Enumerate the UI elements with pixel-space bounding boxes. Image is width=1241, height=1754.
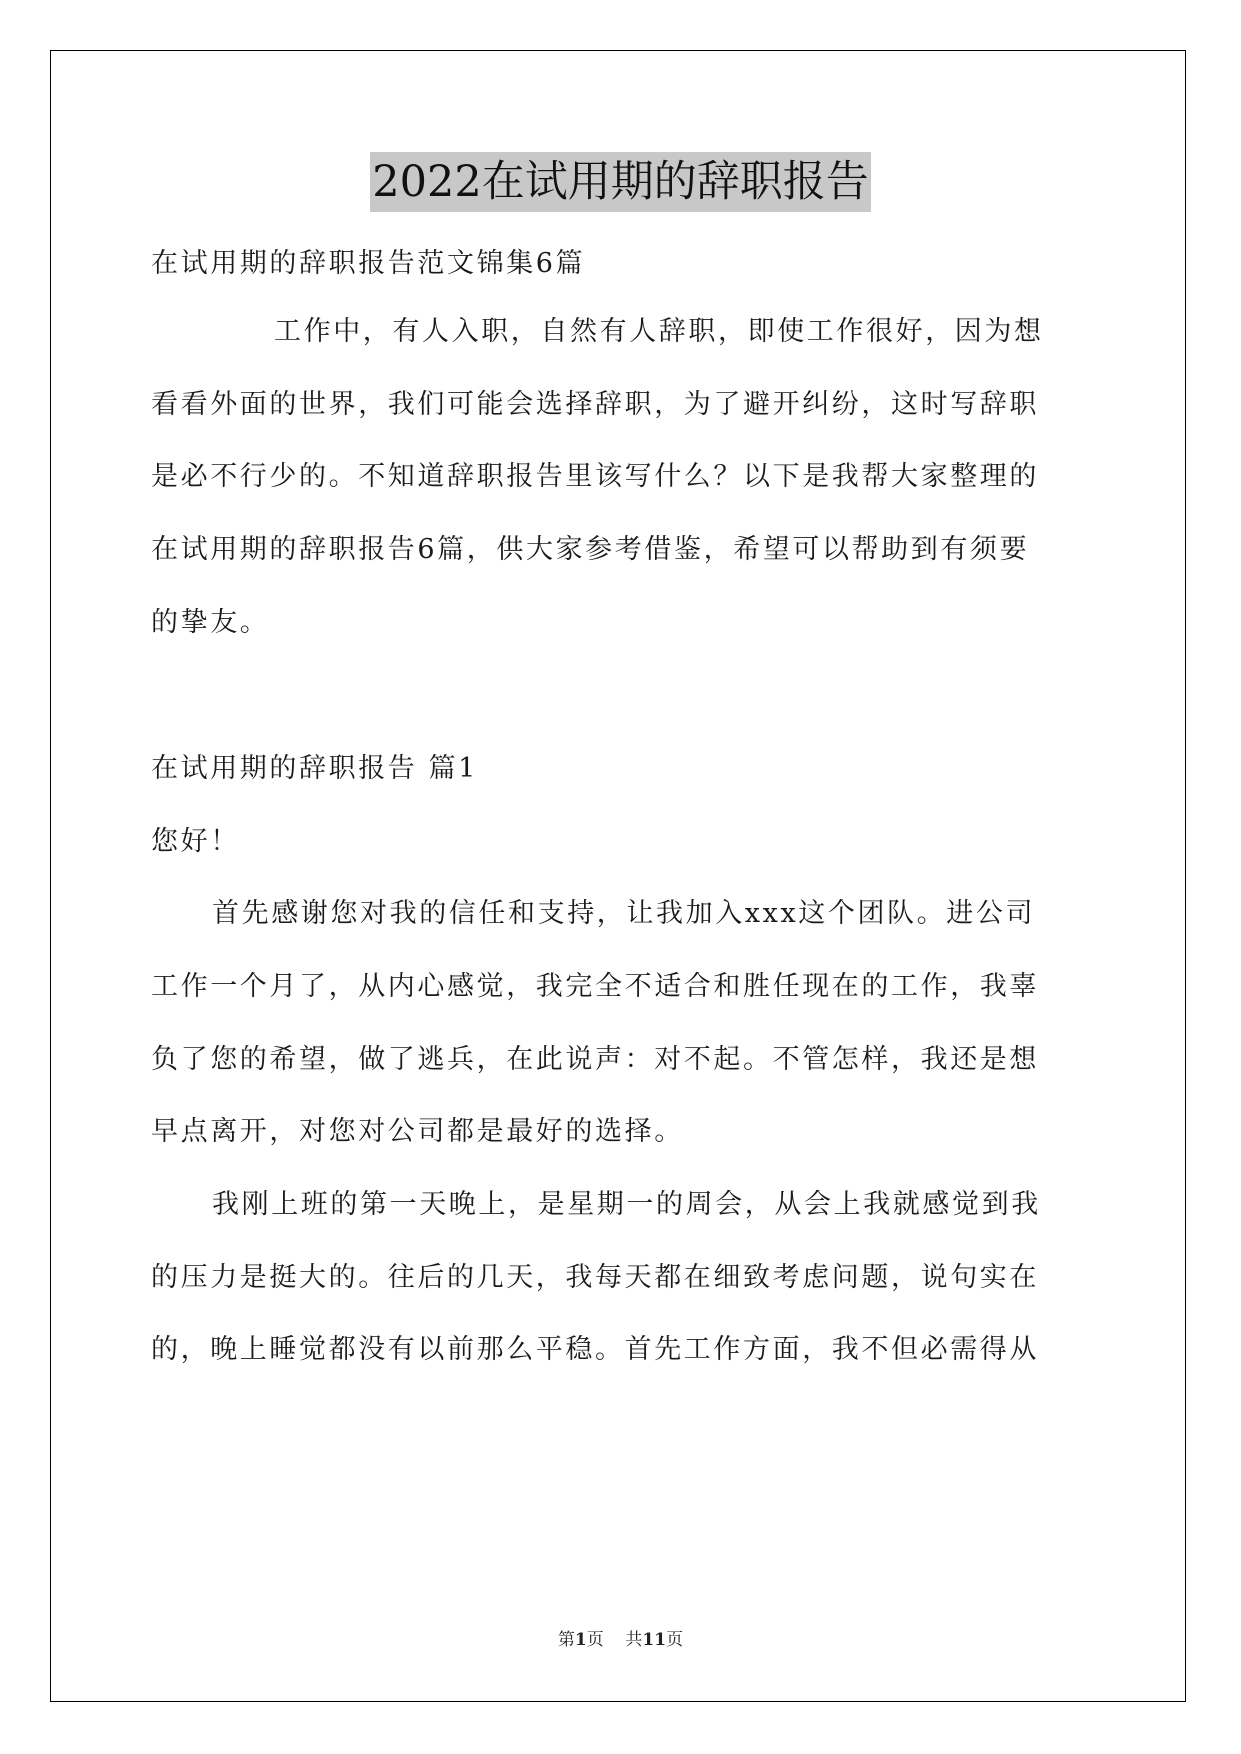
page-footer [0, 1628, 1241, 1652]
document-title: 2022在试用期的辞职报告 [370, 152, 870, 212]
footer-prefix: 第 [557, 1630, 575, 1650]
total-pages-number: 11 [642, 1630, 667, 1650]
footer-middle: 页 共 [586, 1630, 643, 1650]
paragraph-line: 看看外面的世界，我们可能会选择辞职，为了避开纠纷，这时写辞职 [151, 389, 1039, 420]
paragraph-line: 是必不行少的。不知道辞职报告里该写什么？以下是我帮大家整理的 [151, 461, 1039, 492]
paragraph-line: 早点离开，对您对公司都是最好的选择。 [151, 1116, 684, 1147]
paragraph-line: 的挚友。 [151, 607, 270, 638]
paragraph-line: 工作中，有人入职，自然有人辞职，即使工作很好，因为想 [274, 316, 1044, 347]
paragraph-line: 的，晚上睡觉都没有以前那么平稳。首先工作方面，我不但必需得从 [151, 1334, 1039, 1365]
paragraph-line: 首先感谢您对我的信任和支持，让我加入xxx这个团队。进公司 [212, 898, 1036, 929]
salutation: 您好！ [151, 826, 240, 857]
paragraph-line: 工作一个月了，从内心感觉，我完全不适合和胜任现在的工作，我辜 [151, 971, 1039, 1002]
paragraph-line: 负了您的希望，做了逃兵，在此说声：对不起。不管怎样，我还是想 [151, 1044, 1039, 1075]
subtitle-line: 在试用期的辞职报告范文锦集6篇 [151, 248, 586, 279]
current-page-number: 1 [574, 1630, 587, 1650]
section-heading: 在试用期的辞职报告 篇1 [151, 753, 478, 784]
title-container [0, 152, 1241, 212]
paragraph-line: 在试用期的辞职报告6篇，供大家参考借鉴，希望可以帮助到有须要 [151, 534, 1030, 565]
footer-suffix: 页 [666, 1630, 684, 1650]
paragraph-line: 我刚上班的第一天晚上，是星期一的周会，从会上我就感觉到我 [212, 1189, 1041, 1220]
page-border [50, 50, 1186, 1702]
paragraph-line: 的压力是挺大的。往后的几天，我每天都在细致考虑问题，说句实在 [151, 1262, 1039, 1293]
